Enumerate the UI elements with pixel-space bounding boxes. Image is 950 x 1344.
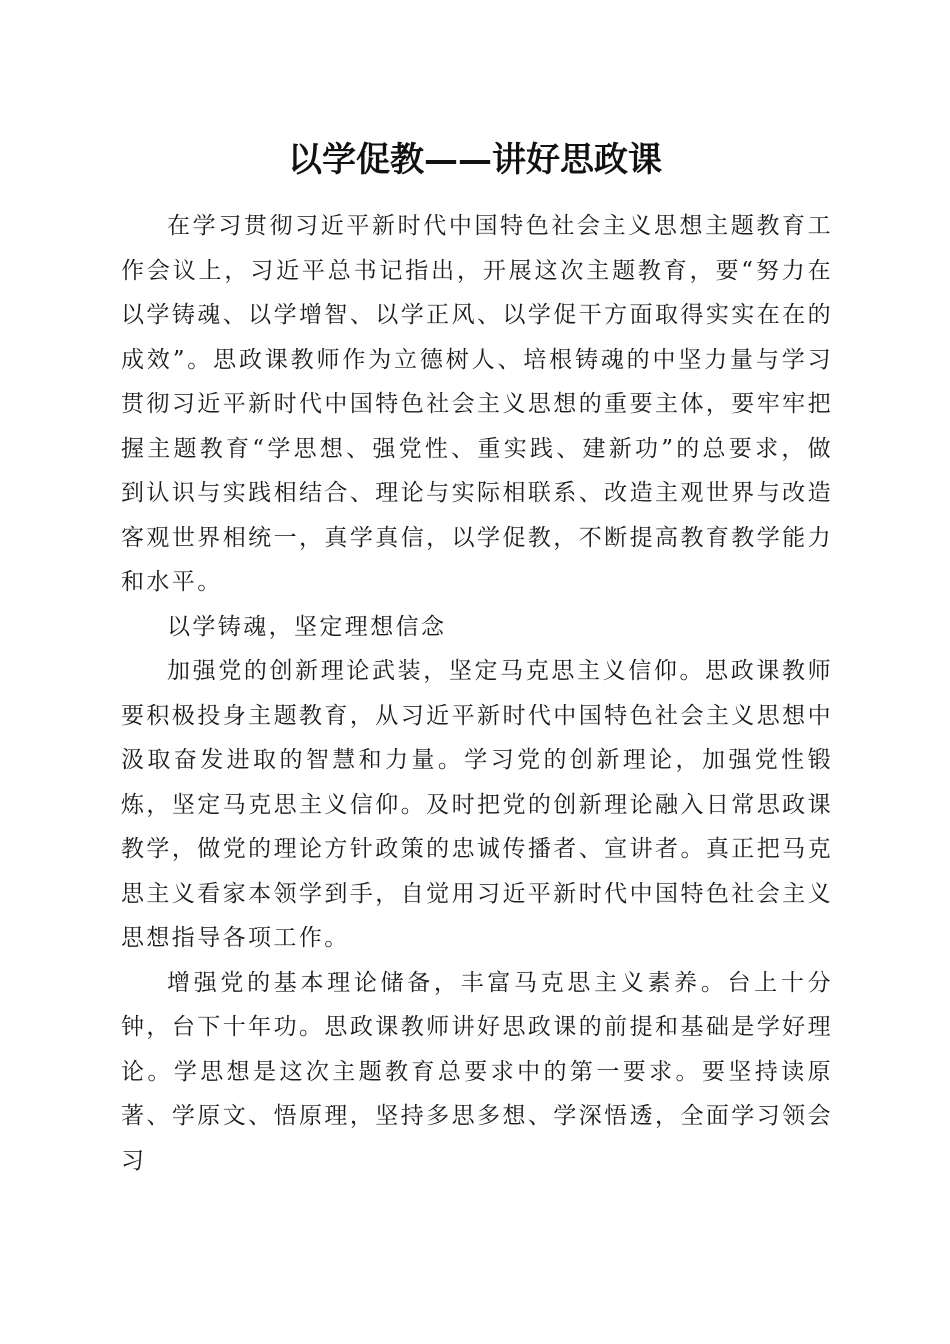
paragraph-2: 增强党的基本理论储备，丰富马克思主义素养。台上十分钟，台下十年功。思政课教师讲好思政课的前提和基础是学好理论。学思想是这次主题教育总要求中的第一要求。要坚持读原著、学原文、悟原理，坚持多思多想、学深悟透，全面学习领会习	[121, 969, 833, 1174]
document-title: 以学促教——讲好思政课	[288, 140, 662, 180]
paragraph-intro: 在学习贯彻习近平新时代中国特色社会主义思想主题教育工作会议上，习近平总书记指出，开展这次主题教育，要“努力在以学铸魂、以学增智、以学正风、以学促干方面取得实实在在的成效”。思政课教师作为立德树人、培根铸魂的中坚力量与学习贯彻习近平新时代中国特色社会主义思想的重要主体，要牢牢把握主题教育“学思想、强党性、重实践、建新功”的总要求，做到认识与实践相结合、理论与实际相联系、改造主观世界与改造客观世界相统一，真学真信，以学促教，不断提高教育教学能力和水平。	[121, 213, 833, 595]
paragraph-1: 加强党的创新理论武装，坚定马克思主义信仰。思政课教师要积极投身主题教育，从习近平新时代中国特色社会主义思想中汲取奋发进取的智慧和力量。学习党的创新理论，加强党性锻炼，坚定马克思主义信仰。及时把党的创新理论融入日常思政课教学，做党的理论方针政策的忠诚传播者、宣讲者。真正把马克思主义看家本领学到手，自觉用习近平新时代中国特色社会主义思想指导各项工作。	[121, 658, 833, 951]
document-body	[121, 204, 833, 1183]
section-heading: 以学铸魂，坚定理想信念	[167, 613, 447, 640]
